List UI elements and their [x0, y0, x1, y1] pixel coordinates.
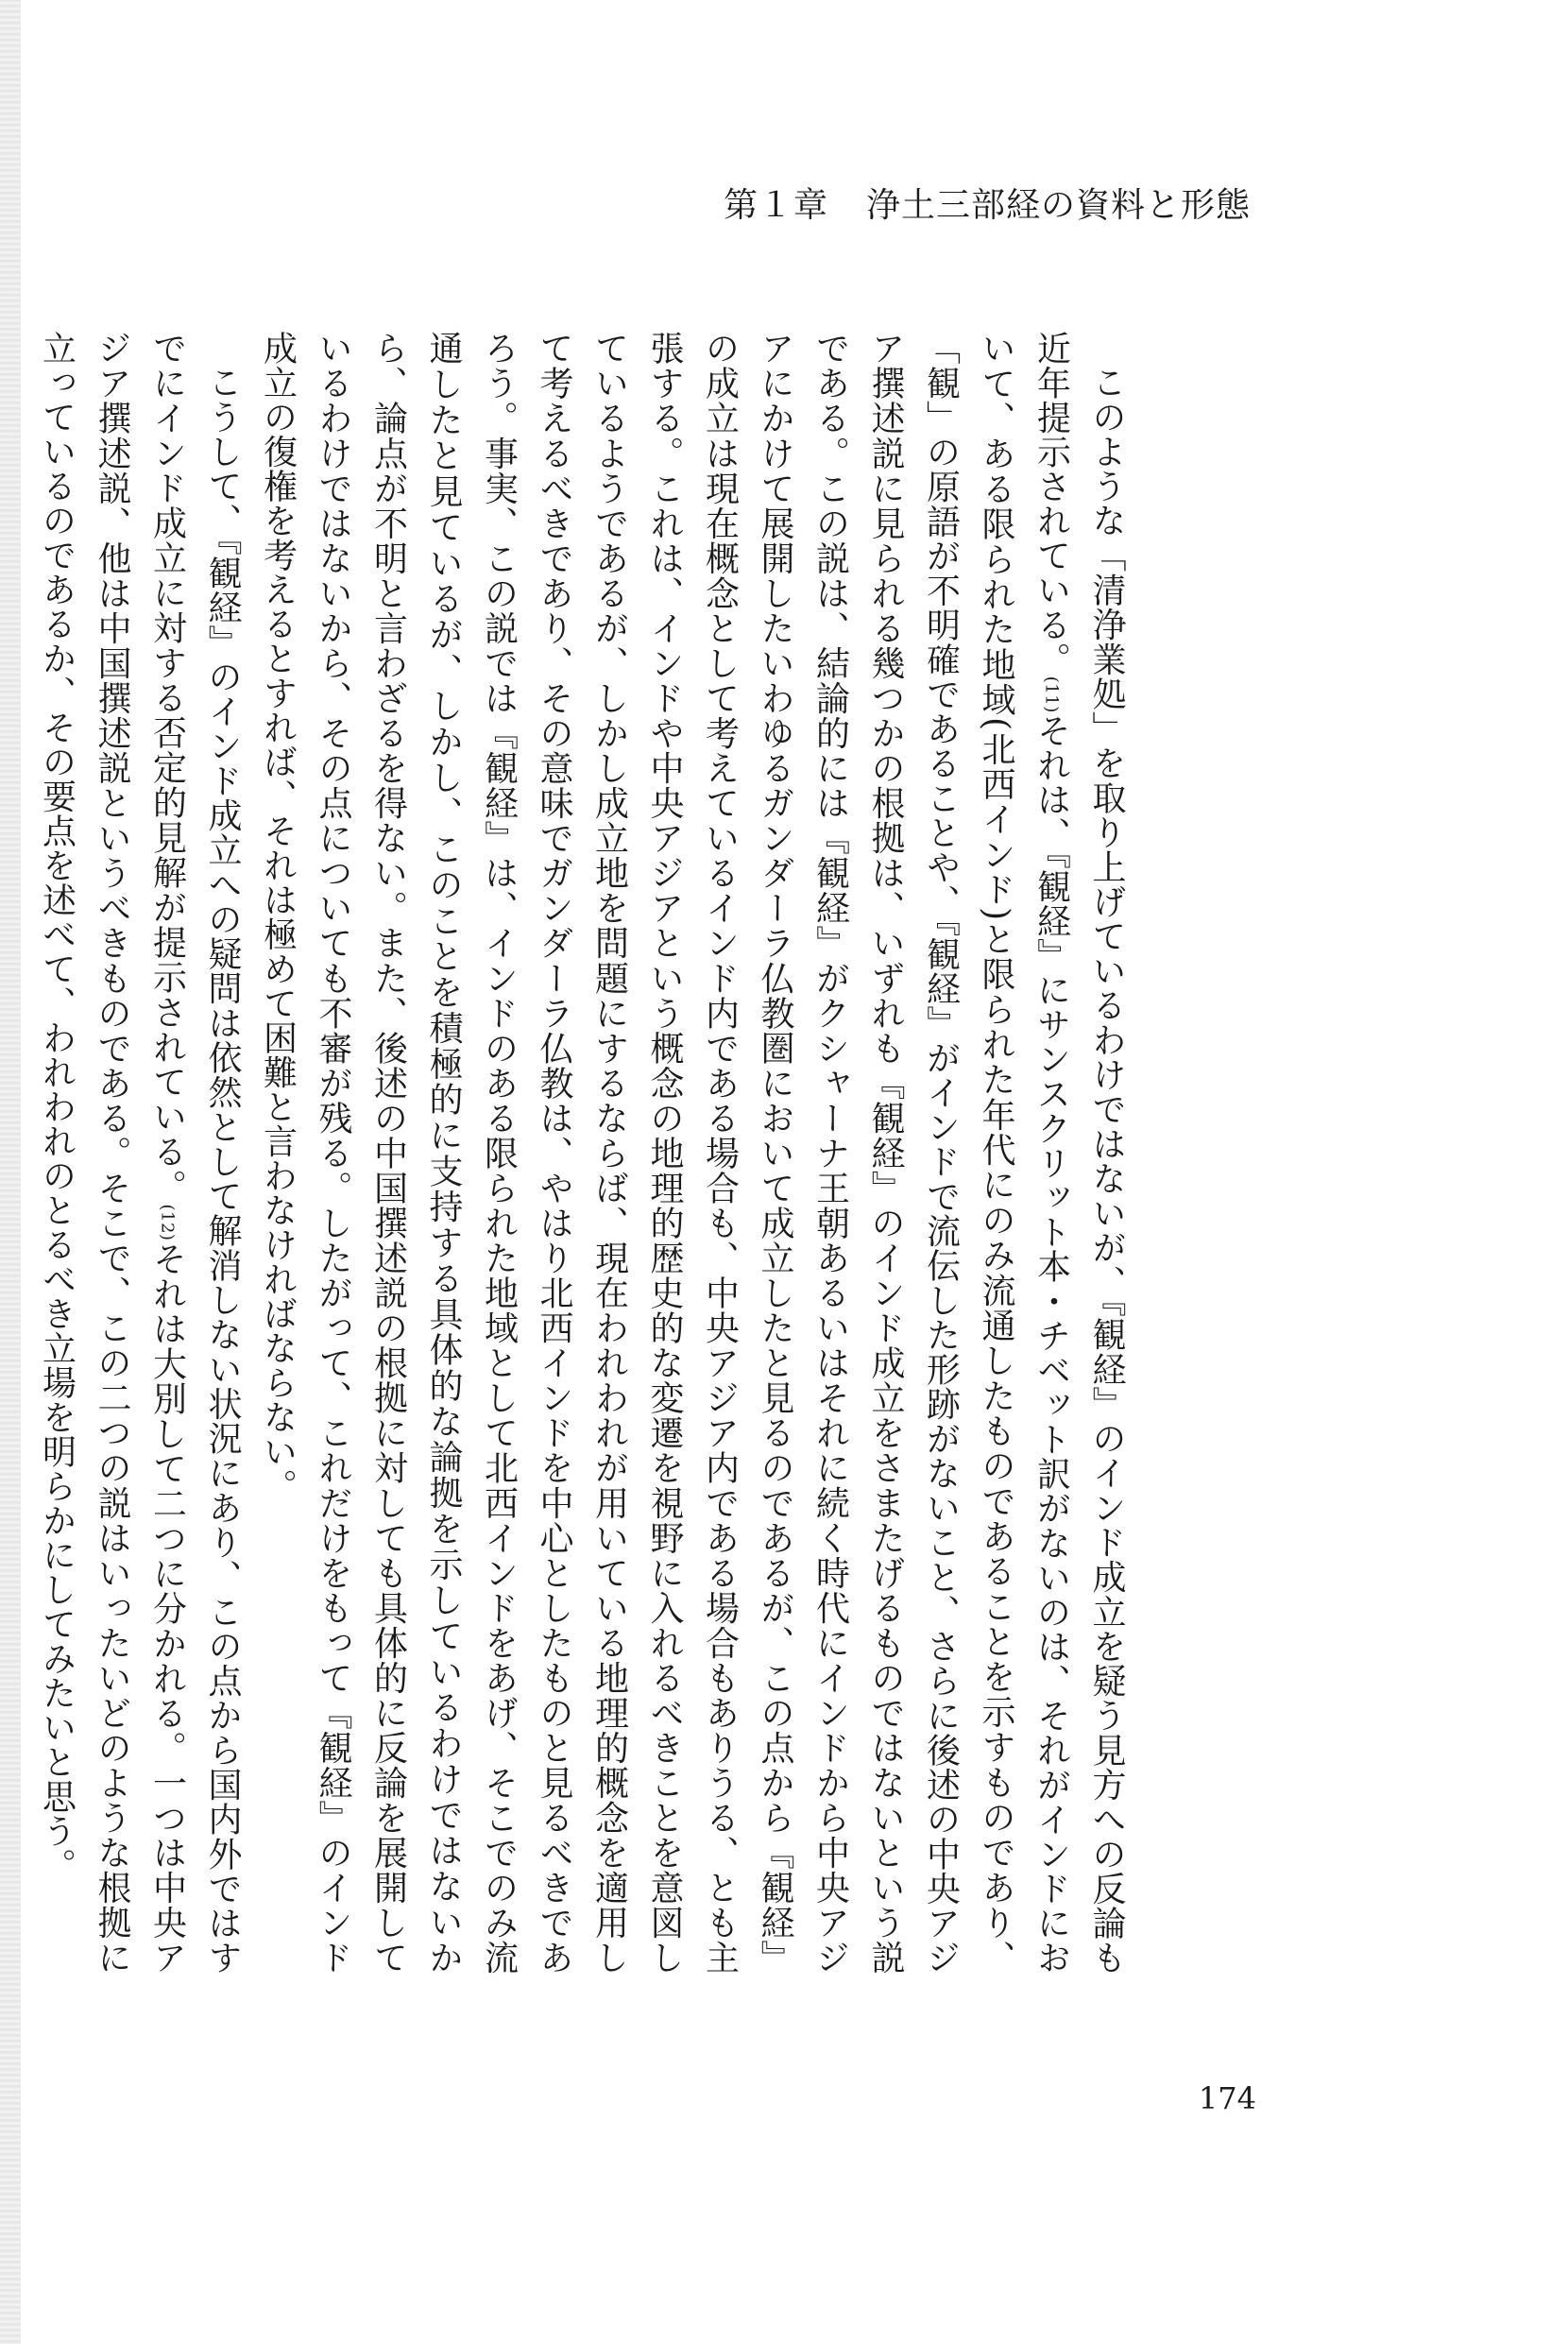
paragraph-1 [249, 331, 1133, 1975]
note-ref-12: (12) [157, 1204, 178, 1241]
page-binding-edge [0, 0, 21, 2344]
chapter-title: 浄土三部経の資料と形態 [865, 186, 1251, 225]
paragraph-text: こうして、『観経』のインド成立への疑問は依然として解消しない状況にあり、この点から国内外ではすでにインド成立に対する否定的見解が提示されている。 [147, 331, 242, 1975]
paragraph-2 [28, 331, 249, 1975]
paragraph-text: それは大別して二つに分かれる。一つは中央アジア撰述説、他は中国撰述説というべきものである。そこで、この二つの説はいったいどのような根拠に立っているのであるか、その要点を述べて、われわれのとるべき立場を明らかにしてみたいと思う。 [37, 331, 187, 1976]
note-ref-11: (11) [1041, 676, 1062, 713]
page-number: 174 [1198, 2080, 1256, 2116]
running-head [723, 186, 1251, 225]
paragraph-text: このような「清浄業処」を取り上げているわけではないが、『観経』のインド成立を疑う見方への反論も近年提示されている。 [1031, 331, 1126, 1975]
chapter-number: 第１章 [723, 186, 828, 225]
paragraph-text: それは、『観経』にサンスクリット本・チベット訳がないのは、それがインドにおいて、ある限られた地域(北西インド)と限られた年代にのみ流通したものであることを示すものであり、「観」の原語が不明確であることや、『観経』がインドで流伝した形跡がないこと、さらに後述の中央アジア撰述説に見られる幾つかの根拠は、いずれも『観経』のインド成立をさまたげるものではないという説である。この説は、結論的には『観経』がクシャーナ王朝あるいはそれに続く時代にインドから中央アジアにかけて展開したいわゆるガンダーラ仏教圏において成立したと見るのであるが、この点から『観経』の成立は現在概念として考えているインド内である場合も、中央アジア内である場合もありうる、とも主張する。これは、インドや中央アジアという概念の地理的歴史的な変遷を視野に入れるべきことを意図しているようであるが、しかし成立地を問題にするならば、現在われわれが用いている地理的概念を適用して考えるべきであり、その意味でガンダーラ仏教は、やはり北西インドを中心としたものと見るべきであろう。事実、この説では『観経』は、インドのある限られた地域として北西インドをあげ、そこでのみ流通したと見ているが、しかし、このことを積極的に支持する具体的な論拠を示しているわけではないから、論点が不明と言わざるを得ない。また、後述の中国撰述説の根拠に対しても具体的に反論を展開しているわけではないから、その点についても不審が残る。したがって、これだけをもって『観経』のインド成立の復権を考えるとすれば、それは極めて困難と言わなければならない。 [258, 331, 1071, 1976]
body-text [37, 331, 1133, 1976]
